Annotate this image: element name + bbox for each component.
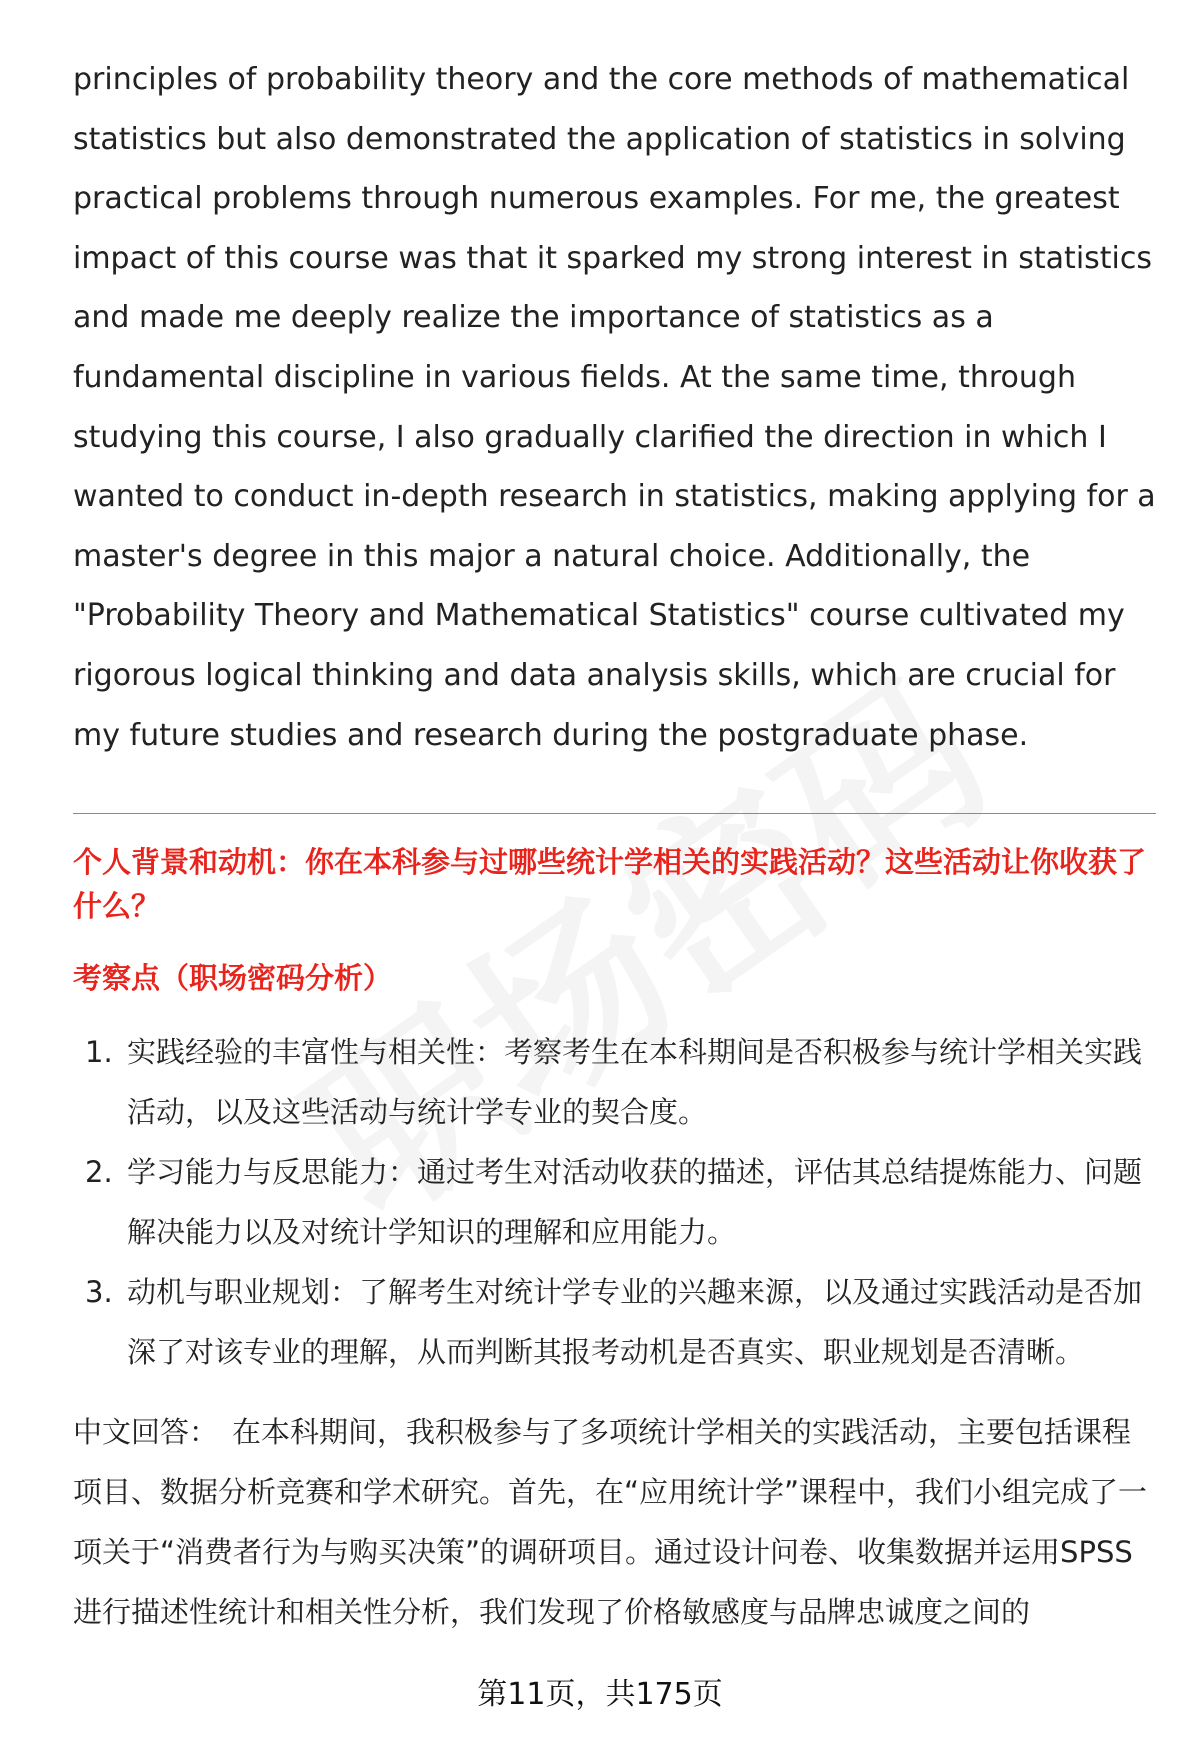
section-divider bbox=[73, 813, 1156, 814]
list-item-number: 1. bbox=[85, 1035, 113, 1070]
list-item-number: 3. bbox=[85, 1275, 113, 1310]
document-page bbox=[73, 50, 1156, 1642]
answer-label: 中文回答： bbox=[73, 1415, 219, 1450]
list-item bbox=[73, 1022, 1156, 1142]
answer-text: 在本科期间，我积极参与了多项统计学相关的实践活动，主要包括课程项目、数据分析竞赛和学术研究。首先，在“应用统计学”课程中，我们小组完成了一项关于“消费者行为与购买决策”的调研项目。通过设计问卷、收集数据并运用SPSS进行描述性统计和相关性分析，我们发现了价格敏感度与品牌忠诚度之间的 bbox=[73, 1415, 1148, 1630]
chinese-answer-paragraph bbox=[73, 1402, 1156, 1642]
english-answer-paragraph: principles of probability theory and the core methods of mathematical statistics but also demonstrated the application of statistics in solving practical problems through numerous examples. For me, the greatest impact of this course was that it sparked my strong interest in statistics and made me deeply realize the importance of statistics as a fundamental discipline in various fields. At the same time, through studying this course, I also gradually clarified the direction in which I wanted to conduct in-depth research in statistics, making applying for a master's degree in this major a natural choice. Additionally, the "Probability Theory and Mathematical Statistics" course cultivated my rigorous logical thinking and data analysis skills, which are crucial for my future studies and research during the postgraduate phase. bbox=[73, 62, 1156, 753]
list-item-text: 动机与职业规划：了解考生对统计学专业的兴趣来源，以及通过实践活动是否加深了对该专业的理解，从而判断其报考动机是否真实、职业规划是否清晰。 bbox=[127, 1275, 1143, 1370]
assessment-points-list bbox=[73, 1022, 1156, 1382]
list-item bbox=[73, 1262, 1156, 1382]
list-item-text: 实践经验的丰富性与相关性：考察考生在本科期间是否积极参与统计学相关实践活动，以及这些活动与统计学专业的契合度。 bbox=[127, 1035, 1143, 1130]
list-item-text: 学习能力与反思能力：通过考生对活动收获的描述，评估其总结提炼能力、问题解决能力以及对统计学知识的理解和应用能力。 bbox=[127, 1155, 1143, 1250]
assessment-heading: 考察点（职场密码分析） bbox=[73, 961, 393, 996]
interview-question: 个人背景和动机：你在本科参与过哪些统计学相关的实践活动？这些活动让你收获了什么？ bbox=[73, 845, 1147, 924]
page-number-footer: 第11页，共175页 bbox=[477, 1677, 723, 1712]
list-item bbox=[73, 1142, 1156, 1262]
list-item-number: 2. bbox=[85, 1155, 113, 1190]
